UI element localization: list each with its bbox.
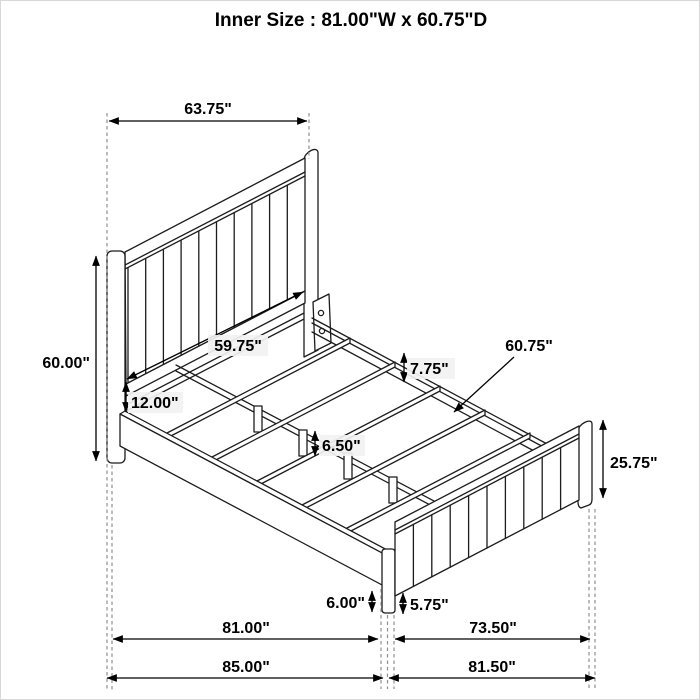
dim-headboard-height	[42, 256, 96, 461]
dim-label-footboard-height: 25.75"	[610, 455, 658, 472]
dim-label-panel-to-rail-gap: 12.00"	[131, 395, 179, 412]
support-leg	[389, 477, 397, 503]
dim-label-center-leg-height: 6.50"	[322, 438, 361, 455]
dim-outer-length	[107, 659, 383, 678]
dim-label-headboard-width: 63.75"	[184, 101, 232, 118]
dim-head-rail-to-slat-gap	[404, 353, 455, 382]
footboard-left-leg	[382, 549, 395, 613]
dim-label-inner-length: 81.00"	[222, 620, 270, 637]
dim-label-headboard-height: 60.00"	[42, 355, 90, 372]
dim-label-outer-length: 85.00"	[222, 659, 270, 676]
dim-label-head-rail-to-slat-gap: 7.75"	[410, 361, 449, 378]
dim-headboard-width	[109, 101, 307, 121]
dim-label-footboard-outer-width: 81.50"	[468, 659, 516, 676]
dim-center-leg-height	[315, 431, 365, 456]
dim-label-footboard-leg-height: 5.75"	[410, 597, 449, 614]
dim-label-headboard-inner-width: 59.75"	[214, 338, 262, 355]
support-leg	[299, 430, 307, 456]
support-leg	[254, 406, 262, 432]
dim-label-rail-floor-clearance: 6.00"	[326, 595, 365, 612]
rail-bracket	[313, 294, 331, 351]
dim-label-footboard-inner-span: 73.50"	[469, 620, 517, 637]
page-title: Inner Size : 81.00"W x 60.75"D	[214, 10, 488, 31]
support-leg	[344, 453, 352, 479]
dim-footboard-height	[603, 420, 658, 498]
dim-footboard-leg-height	[403, 593, 449, 614]
dim-slat-length	[454, 338, 553, 412]
dim-rail-floor-clearance	[326, 591, 372, 612]
bed-dimension-diagram	[1, 1, 700, 700]
dim-footboard-inner-span	[395, 620, 590, 639]
dim-inner-length	[113, 620, 378, 639]
dim-label-slat-length: 60.75"	[505, 338, 553, 355]
dim-footboard-outer-width	[389, 659, 595, 678]
footboard-right-post	[578, 421, 592, 508]
